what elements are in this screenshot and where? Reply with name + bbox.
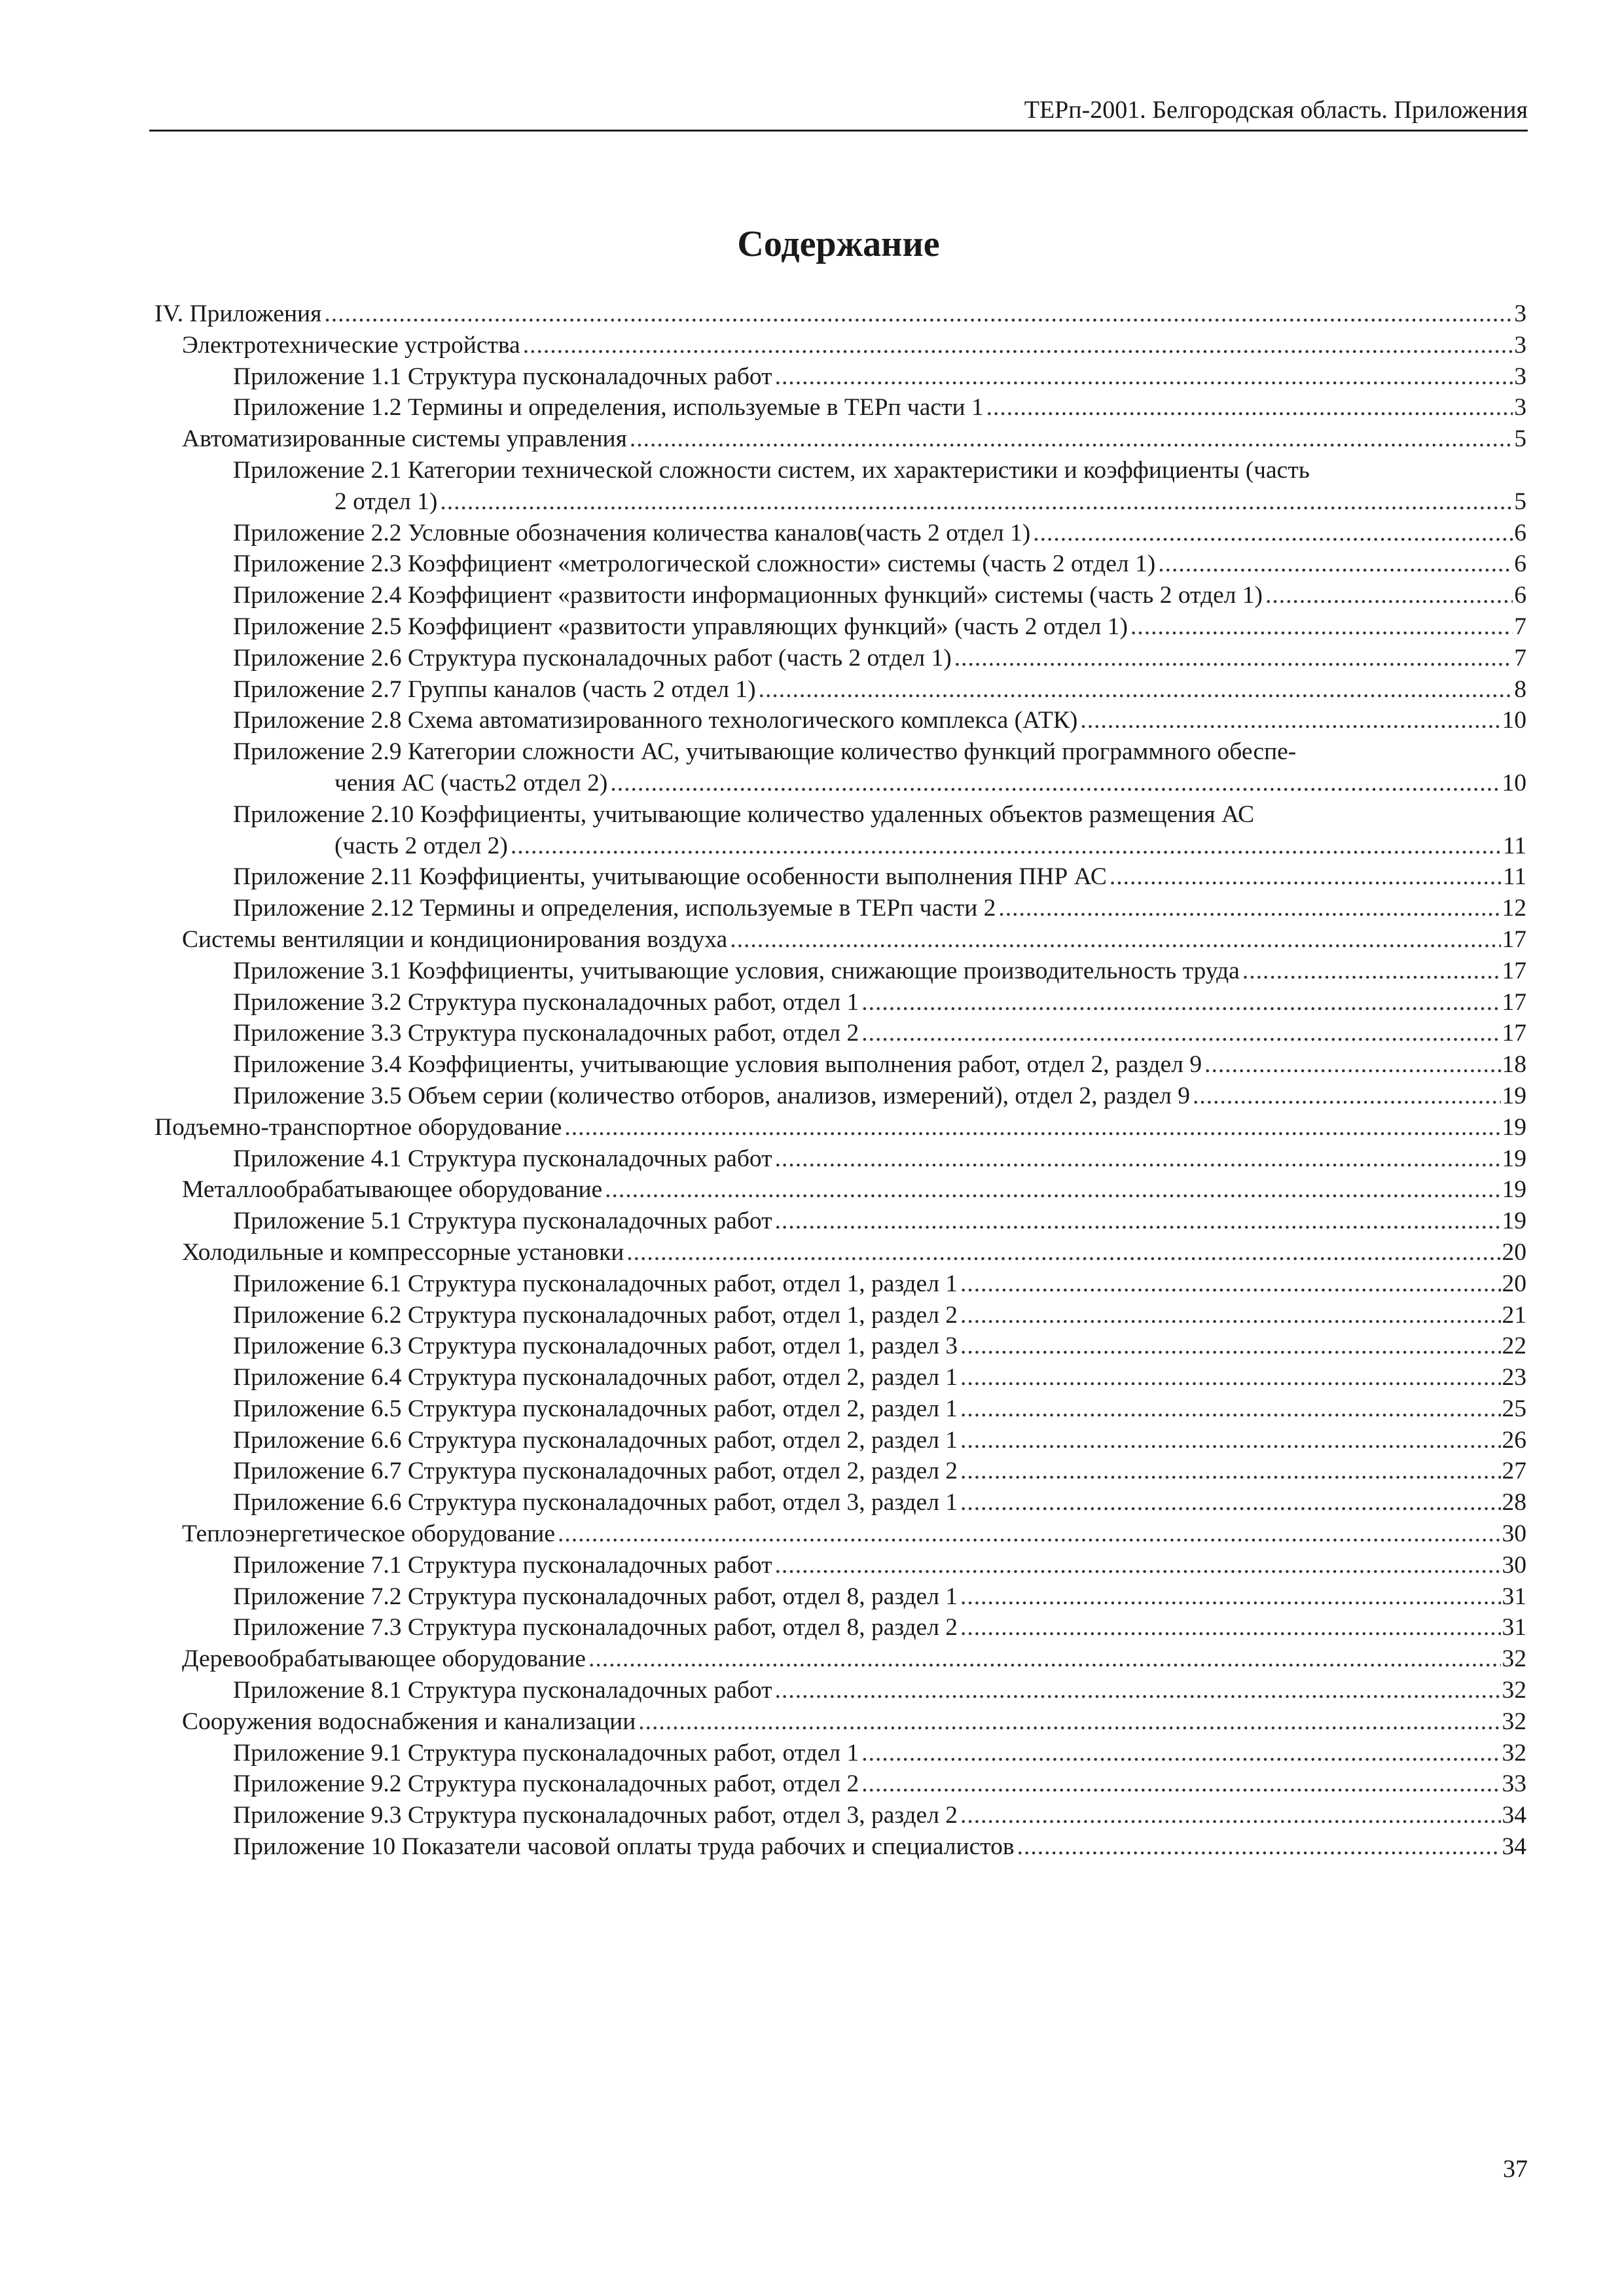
toc-entry-page: 11 [1502, 863, 1526, 891]
toc-entry-label-continued: 2 отдел 1) [334, 488, 438, 515]
toc-entry-label: Приложение 9.1 Структура пусконаладочных работ, отдел 1 [233, 1739, 859, 1767]
toc-entry[interactable] [154, 1456, 1526, 1487]
toc-dot-leader [1265, 580, 1513, 611]
header-rule [149, 130, 1528, 132]
toc-entry-page: 21 [1502, 1301, 1526, 1329]
toc-entry[interactable] [154, 643, 1526, 674]
toc-entry-label: Приложение 1.2 Термины и определения, используемые в ТЕРп части 1 [233, 394, 984, 422]
toc-dot-leader [511, 831, 1502, 862]
toc-dot-leader [861, 1768, 1500, 1800]
toc-entry[interactable] [154, 1331, 1526, 1362]
toc-dot-leader [759, 674, 1513, 706]
toc-entry-page: 5 [1514, 488, 1526, 515]
toc-dot-leader [1017, 1831, 1501, 1863]
toc-dot-leader [775, 1550, 1501, 1581]
toc-entry[interactable] [154, 1643, 1526, 1675]
toc-dot-leader [440, 486, 1513, 518]
toc-entry[interactable] [154, 1237, 1526, 1268]
toc-entry[interactable] [154, 455, 1526, 518]
toc-dot-leader [1080, 705, 1500, 736]
toc-dot-leader [960, 1331, 1500, 1362]
toc-entry[interactable] [154, 1393, 1526, 1425]
toc-entry-label: Приложение 1.1 Структура пусконаладочных работ [233, 363, 772, 390]
toc-entry-label: Приложение 7.2 Структура пусконаладочных работ, отдел 8, раздел 1 [233, 1583, 958, 1610]
toc-dot-leader [1204, 1049, 1500, 1081]
toc-entry-label: Приложение 2.9 Категории сложности АС, учитывающие количество функций программного обеспе- [233, 738, 1297, 766]
toc-entry[interactable] [154, 1612, 1526, 1643]
toc-entry-label: Приложение 2.6 Структура пусконаладочных работ (часть 2 отдел 1) [233, 644, 952, 672]
toc-dot-leader [960, 1425, 1500, 1456]
running-header: ТЕРп-2001. Белгородская область. Приложения [1024, 96, 1528, 124]
toc-entry-page: 32 [1502, 1708, 1526, 1735]
toc-entry-page: 19 [1502, 1176, 1526, 1204]
toc-entry-label: Приложение 8.1 Структура пусконаладочных работ [233, 1677, 772, 1704]
toc-dot-leader [775, 1143, 1501, 1175]
toc-dot-leader [775, 361, 1513, 393]
toc-entry-page: 7 [1514, 613, 1526, 640]
toc-dot-leader [960, 1300, 1500, 1331]
toc-entry[interactable] [154, 924, 1526, 956]
toc-entry-page: 3 [1514, 300, 1526, 327]
toc-entry-page: 10 [1502, 707, 1526, 734]
toc-entry[interactable] [154, 1738, 1526, 1769]
toc-dot-leader [1033, 518, 1513, 549]
toc-entry[interactable] [154, 736, 1526, 799]
toc-entry[interactable] [154, 1768, 1526, 1800]
toc-entry-label: Приложение 3.2 Структура пусконаладочных работ, отдел 1 [233, 988, 859, 1016]
toc-entry-label: Приложение 2.5 Коэффициент «развитости управляющих функций» (часть 2 отдел 1) [233, 613, 1128, 640]
toc-dot-leader [1193, 1081, 1501, 1112]
toc-entry-label-continued: чения АС (часть2 отдел 2) [334, 769, 608, 797]
toc-entry[interactable] [154, 987, 1526, 1018]
toc-entry-label: Приложение 5.1 Структура пусконаладочных работ [233, 1208, 772, 1235]
toc-dot-leader [960, 1393, 1500, 1425]
toc-entry[interactable] [154, 1268, 1526, 1300]
toc-dot-leader [523, 330, 1513, 361]
toc-entry[interactable] [154, 423, 1526, 455]
toc-entry[interactable] [154, 1706, 1526, 1738]
toc-entry[interactable] [154, 1800, 1526, 1831]
toc-entry[interactable] [154, 1487, 1526, 1518]
toc-entry[interactable] [154, 1300, 1526, 1331]
toc-entry-page: 8 [1514, 675, 1526, 703]
toc-entry-page: 26 [1502, 1426, 1526, 1454]
toc-entry-label: Металлообрабатывающее оборудование [182, 1176, 603, 1204]
toc-entry-page: 5 [1514, 425, 1526, 453]
toc-entry[interactable] [154, 956, 1526, 987]
toc-entry-page: 19 [1502, 1208, 1526, 1235]
toc-entry[interactable] [154, 392, 1526, 423]
toc-entry-label: Приложение 4.1 Структура пусконаладочных работ [233, 1145, 772, 1172]
toc-entry-label: Приложение 2.8 Схема автоматизированного технологического комплекса (АТК) [233, 707, 1078, 734]
toc-entry-page: 32 [1502, 1677, 1526, 1704]
toc-entry-page: 17 [1502, 925, 1526, 953]
toc-entry-page: 28 [1502, 1489, 1526, 1516]
toc-entry-label: Приложение 2.2 Условные обозначения количества каналов(часть 2 отдел 1) [233, 519, 1031, 547]
toc-dot-leader [564, 1112, 1500, 1143]
toc-entry-page: 7 [1514, 644, 1526, 672]
toc-entry-label: Деревообрабатывающее оборудование [182, 1645, 586, 1673]
toc-dot-leader [960, 1456, 1500, 1487]
toc-entry-label: Приложение 10 Показатели часовой оплаты труда рабочих и специалистов [233, 1833, 1015, 1861]
toc-entry-page: 30 [1502, 1520, 1526, 1548]
toc-entry[interactable] [154, 330, 1526, 361]
toc-entry-label: Приложение 3.1 Коэффициенты, учитывающие условия, снижающие производительность труда [233, 957, 1240, 984]
toc-entry[interactable] [154, 580, 1526, 611]
toc-entry[interactable] [154, 1206, 1526, 1237]
toc-entry[interactable] [154, 893, 1526, 924]
toc-entry[interactable] [154, 1143, 1526, 1175]
toc-entry-label: Приложение 2.12 Термины и определения, используемые в ТЕРп части 2 [233, 895, 996, 922]
toc-dot-leader [558, 1518, 1501, 1550]
toc-entry-label: Приложение 2.7 Группы каналов (часть 2 отдел 1) [233, 675, 756, 703]
toc-entry-page: 34 [1502, 1833, 1526, 1861]
toc-entry-page: 20 [1502, 1270, 1526, 1297]
toc-entry-label: Теплоэнергетическое оборудование [182, 1520, 555, 1548]
toc-dot-leader [960, 1612, 1500, 1643]
toc-entry-label: Приложение 7.1 Структура пусконаладочных работ [233, 1551, 772, 1579]
toc-entry-label: Автоматизированные системы управления [182, 425, 627, 453]
toc-entry[interactable] [154, 861, 1526, 893]
toc-entry[interactable] [154, 518, 1526, 549]
toc-entry-label: Системы вентиляции и кондиционирования воздуха [182, 925, 728, 953]
toc-entry[interactable] [154, 1831, 1526, 1863]
toc-entry[interactable] [154, 1112, 1526, 1143]
toc-entry-page: 23 [1502, 1364, 1526, 1391]
toc-dot-leader [1158, 548, 1513, 580]
toc-dot-leader [954, 643, 1513, 674]
toc-entry-label: Подъемно-транспортное оборудование [154, 1113, 562, 1141]
toc-entry[interactable] [154, 674, 1526, 706]
toc-entry-label: Приложение 2.1 Категории технической сложности систем, их характеристики и коэффициенты (часть [233, 456, 1310, 484]
toc-entry-page: 17 [1502, 957, 1526, 984]
toc-entry-label: Приложение 9.3 Структура пусконаладочных работ, отдел 3, раздел 2 [233, 1802, 958, 1829]
toc-entry[interactable] [154, 1518, 1526, 1550]
toc-entry-page: 3 [1514, 363, 1526, 390]
toc-dot-leader [998, 893, 1500, 924]
toc-entry-page: 27 [1502, 1458, 1526, 1485]
toc-entry-label: Приложение 2.11 Коэффициенты, учитывающие особенности выполнения ПНР АС [233, 863, 1107, 891]
toc-entry-label: Приложение 6.7 Структура пусконаладочных работ, отдел 2, раздел 2 [233, 1458, 958, 1485]
toc-entry[interactable] [154, 799, 1526, 862]
toc-entry[interactable] [154, 1675, 1526, 1706]
toc-entry[interactable] [154, 1081, 1526, 1112]
toc-entry[interactable] [154, 1425, 1526, 1456]
toc-entry[interactable] [154, 1362, 1526, 1393]
toc-dot-leader [1130, 611, 1513, 643]
toc-entry-page: 6 [1514, 550, 1526, 578]
toc-entry-label: Приложение 3.5 Объем серии (количество отборов, анализов, измерений), отдел 2, раздел 9 [233, 1082, 1190, 1109]
table-of-contents [154, 298, 1526, 1863]
toc-entry-label: Приложение 6.5 Структура пусконаладочных работ, отдел 2, раздел 1 [233, 1395, 958, 1422]
toc-entry-label: Приложение 3.3 Структура пусконаладочных работ, отдел 2 [233, 1020, 859, 1047]
toc-entry[interactable] [154, 1174, 1526, 1206]
toc-entry-label: Приложение 6.2 Структура пусконаладочных работ, отдел 1, раздел 2 [233, 1301, 958, 1329]
toc-entry-page: 10 [1502, 769, 1526, 797]
toc-entry-label: IV. Приложения [154, 300, 322, 327]
toc-entry-page: 32 [1502, 1645, 1526, 1673]
toc-dot-leader [960, 1581, 1500, 1613]
toc-dot-leader [775, 1675, 1501, 1706]
toc-dot-leader [960, 1487, 1500, 1518]
toc-entry-label: Холодильные и компрессорные установки [182, 1238, 624, 1266]
toc-entry[interactable] [154, 1049, 1526, 1081]
toc-entry-page: 34 [1502, 1802, 1526, 1829]
toc-entry-label: Приложение 3.4 Коэффициенты, учитывающие условия выполнения работ, отдел 2, раздел 9 [233, 1051, 1202, 1079]
toc-entry[interactable] [154, 361, 1526, 393]
toc-entry-page: 6 [1514, 582, 1526, 609]
toc-dot-leader [605, 1174, 1500, 1206]
toc-entry-page: 12 [1502, 895, 1526, 922]
toc-entry-page: 19 [1502, 1082, 1526, 1109]
toc-entry-label: Приложение 6.1 Структура пусконаладочных работ, отдел 1, раздел 1 [233, 1270, 958, 1297]
toc-dot-leader [1110, 861, 1502, 893]
toc-entry[interactable] [154, 298, 1526, 330]
toc-dot-leader [1242, 956, 1501, 987]
toc-entry[interactable] [154, 1581, 1526, 1613]
toc-entry-page: 31 [1502, 1583, 1526, 1610]
toc-entry-page: 6 [1514, 519, 1526, 547]
toc-dot-leader [960, 1268, 1500, 1300]
toc-entry-page: 18 [1502, 1051, 1526, 1079]
toc-entry-page: 19 [1502, 1113, 1526, 1141]
toc-entry-page: 32 [1502, 1739, 1526, 1767]
toc-dot-leader [775, 1206, 1501, 1237]
toc-entry[interactable] [154, 1550, 1526, 1581]
toc-entry-page: 11 [1502, 832, 1526, 859]
toc-dot-leader [638, 1706, 1500, 1738]
toc-dot-leader [986, 392, 1513, 423]
toc-entry[interactable] [154, 1018, 1526, 1049]
toc-entry-page: 19 [1502, 1145, 1526, 1172]
toc-entry-page: 3 [1514, 394, 1526, 422]
toc-dot-leader [630, 423, 1513, 455]
toc-entry-page: 22 [1502, 1333, 1526, 1360]
toc-entry-label: Электротехнические устройства [182, 331, 520, 359]
toc-entry-label: Приложение 9.2 Структура пусконаладочных работ, отдел 2 [233, 1770, 859, 1798]
toc-dot-leader [861, 987, 1500, 1018]
toc-entry-label: Приложение 2.4 Коэффициент «развитости информационных функций» системы (часть 2 отдел 1) [233, 582, 1263, 609]
toc-dot-leader [960, 1362, 1500, 1393]
toc-dot-leader [588, 1643, 1501, 1675]
toc-entry-label: Приложение 6.3 Структура пусконаладочных работ, отдел 1, раздел 3 [233, 1333, 958, 1360]
toc-dot-leader [324, 298, 1513, 330]
toc-dot-leader [861, 1018, 1500, 1049]
toc-entry-page: 20 [1502, 1238, 1526, 1266]
toc-entry-page: 17 [1502, 988, 1526, 1016]
toc-entry-label: Сооружения водоснабжения и канализации [182, 1708, 636, 1735]
toc-entry-page: 25 [1502, 1395, 1526, 1422]
toc-entry-label: Приложение 6.4 Структура пусконаладочных работ, отдел 2, раздел 1 [233, 1364, 958, 1391]
toc-dot-leader [610, 768, 1500, 799]
toc-entry-label: Приложение 6.6 Структура пусконаладочных работ, отдел 3, раздел 1 [233, 1489, 958, 1516]
toc-entry-label: Приложение 2.3 Коэффициент «метрологической сложности» системы (часть 2 отдел 1) [233, 550, 1156, 578]
toc-dot-leader [960, 1800, 1500, 1831]
toc-dot-leader [730, 924, 1500, 956]
toc-entry-page: 33 [1502, 1770, 1526, 1798]
toc-entry-label: Приложение 7.3 Структура пусконаладочных работ, отдел 8, раздел 2 [233, 1614, 958, 1641]
page-number: 37 [1503, 2155, 1528, 2183]
toc-entry-label: Приложение 6.6 Структура пусконаладочных работ, отдел 2, раздел 1 [233, 1426, 958, 1454]
toc-entry-page: 31 [1502, 1614, 1526, 1641]
toc-entry[interactable] [154, 611, 1526, 643]
toc-entry[interactable] [154, 548, 1526, 580]
toc-entry-page: 30 [1502, 1551, 1526, 1579]
toc-dot-leader [626, 1237, 1500, 1268]
toc-entry[interactable] [154, 705, 1526, 736]
toc-entry-label: Приложение 2.10 Коэффициенты, учитывающие количество удаленных объектов размещения АС [233, 800, 1255, 828]
toc-entry-label-continued: (часть 2 отдел 2) [334, 832, 508, 859]
page-title: Содержание [737, 224, 940, 264]
toc-entry-page: 3 [1514, 331, 1526, 359]
toc-dot-leader [861, 1738, 1500, 1769]
toc-entry-page: 17 [1502, 1020, 1526, 1047]
